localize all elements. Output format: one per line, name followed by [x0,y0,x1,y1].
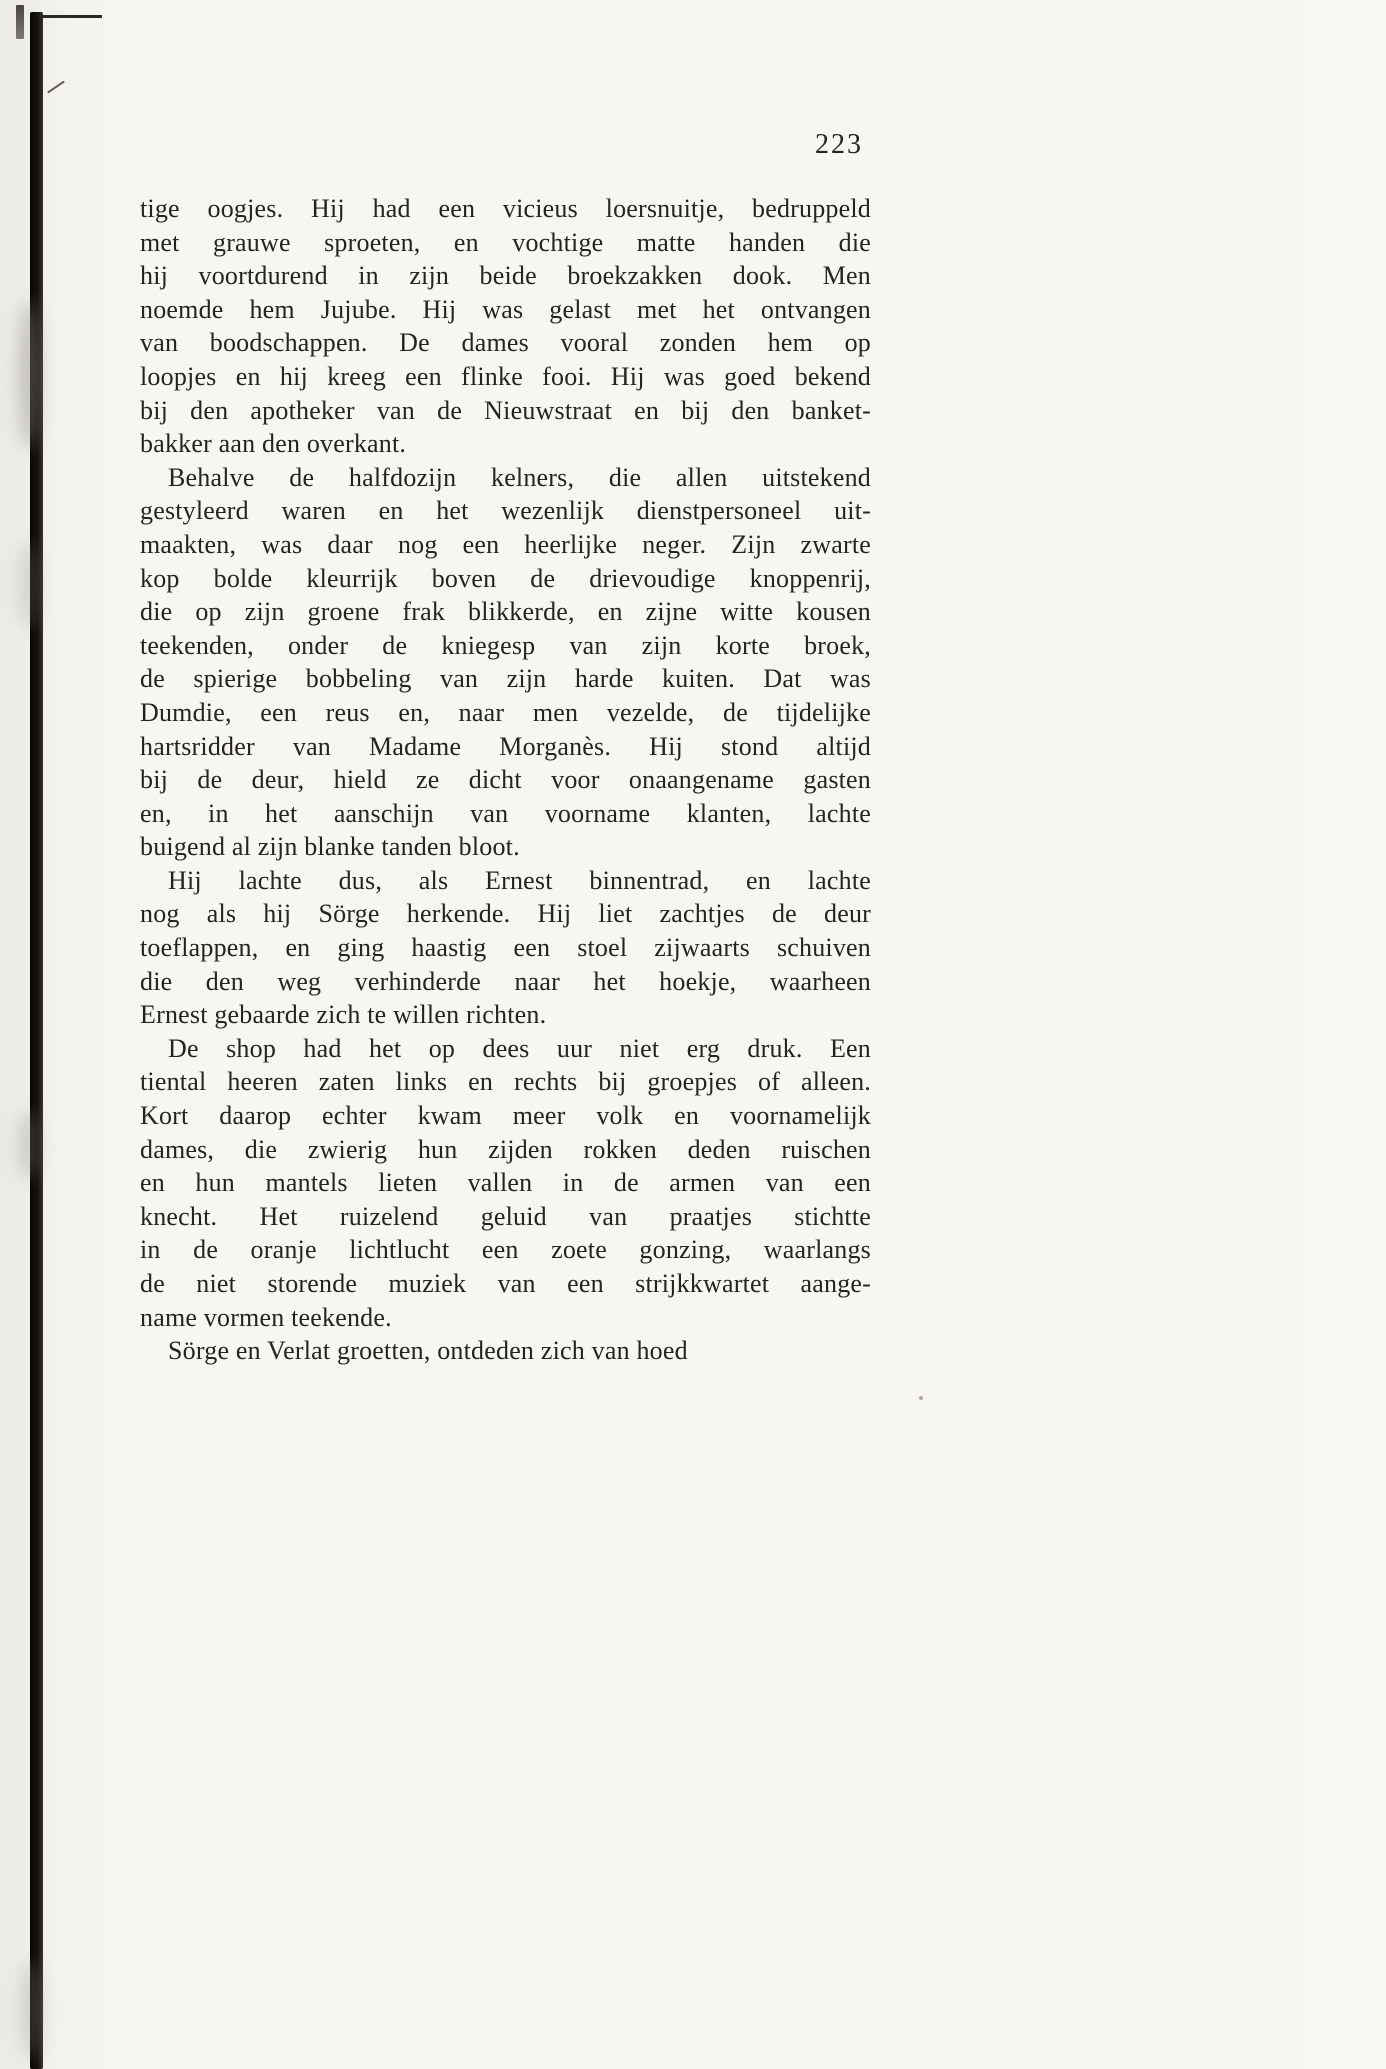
paragraph [140,864,871,1032]
text-line: Sörge en Verlat groetten, ontdeden zich van hoed [168,1336,688,1366]
text-line: bakker aan den overkant. [140,429,407,459]
text-line: loopjes en hij kreeg een flinke fooi. Hij was goed bekend [140,361,871,391]
text-line: de niet storende muziek van een strijkkwartet aange- [140,1269,871,1298]
scan-smudge [20,540,38,630]
text-line: de spierige bobbeling van zijn harde kuiten. Dat was [140,664,871,694]
text-line: Dumdie, een reus en, naar men vezelde, de tijdelijke [140,697,871,727]
text-line: die op zijn groene frak blikkerde, en zijne witte kousen [140,597,871,627]
text-line: die den weg verhinderde naar het hoekje, waarheen [140,966,871,996]
text-line: De shop had het op dees uur niet erg druk. Een [168,1033,871,1063]
paragraph [140,1334,871,1368]
scan-smudge [18,300,40,450]
text-line: gestyleerd waren en het wezenlijk dienstpersoneel uit- [140,496,871,526]
text-line: met grauwe sproeten, en vochtige matte handen die [140,227,871,257]
paragraph [140,192,871,461]
text-line: bij de deur, hield ze dicht voor onaangename gasten [140,765,871,795]
text-line: en hun mantels lieten vallen in de armen van een [140,1168,871,1198]
text-line: nog als hij Sörge herkende. Hij liet zachtjes de deur [140,899,871,929]
text-block [140,192,871,1368]
text-line: noemde hem Jujube. Hij was gelast met het ontvangen [140,294,871,324]
text-line: Kort daarop echter kwam meer volk en voornamelijk [140,1101,871,1131]
text-line: knecht. Het ruizelend geluid van praatjes stichtte [140,1201,871,1231]
text-line: dames, die zwierig hun zijden rokken deden ruischen [140,1134,871,1164]
text-line: van boodschappen. De dames vooral zonden hem op [140,328,871,358]
text-line: hartsridder van Madame Morganès. Hij stond altijd [140,731,871,761]
paragraph [140,461,871,864]
text-line: teekenden, onder de kniegesp van zijn korte broek, [140,630,871,660]
text-line: en, in het aanschijn van voorname klanten, lachte [140,798,871,828]
text-line: toeflappen, en ging haastig een stoel zijwaarts schuiven [140,933,871,963]
text-line: tige oogjes. Hij had een vicieus loersnuitje, bedruppeld [140,194,871,223]
text-line: tiental heeren zaten links en rechts bij groepjes of alleen. [140,1067,871,1097]
corner-scan-mark [16,5,24,39]
text-line: in de oranje lichtlucht een zoete gonzing, waarlangs [140,1235,871,1265]
text-line: buigend al zijn blanke tanden bloot. [140,832,520,862]
text-line: kop bolde kleurrijk boven de drievoudige knoppenrij, [140,563,871,593]
page-number: 223 [815,129,863,160]
text-line: maakten, was daar nog een heerlijke neger. Zijn zwarte [140,529,871,559]
paragraph [140,1032,871,1334]
text-line: Hij lachte dus, als Ernest binnentrad, en lachte [168,865,871,895]
text-line: name vormen teekende. [140,1302,392,1332]
scan-smudge [20,1960,42,2060]
scan-dot-artifact [919,1396,923,1400]
text-line: Ernest gebaarde zich te willen richten. [140,1000,547,1030]
scan-smudge [18,1110,38,1180]
text-line: bij den apotheker van de Nieuwstraat en bij den banket- [140,395,871,425]
text-line: Behalve de halfdozijn kelners, die allen uitstekend [168,462,871,492]
top-edge-line [41,15,102,18]
text-line: hij voortdurend in zijn beide broekzakken dook. Men [140,261,871,291]
pen-mark-artifact [47,81,65,94]
